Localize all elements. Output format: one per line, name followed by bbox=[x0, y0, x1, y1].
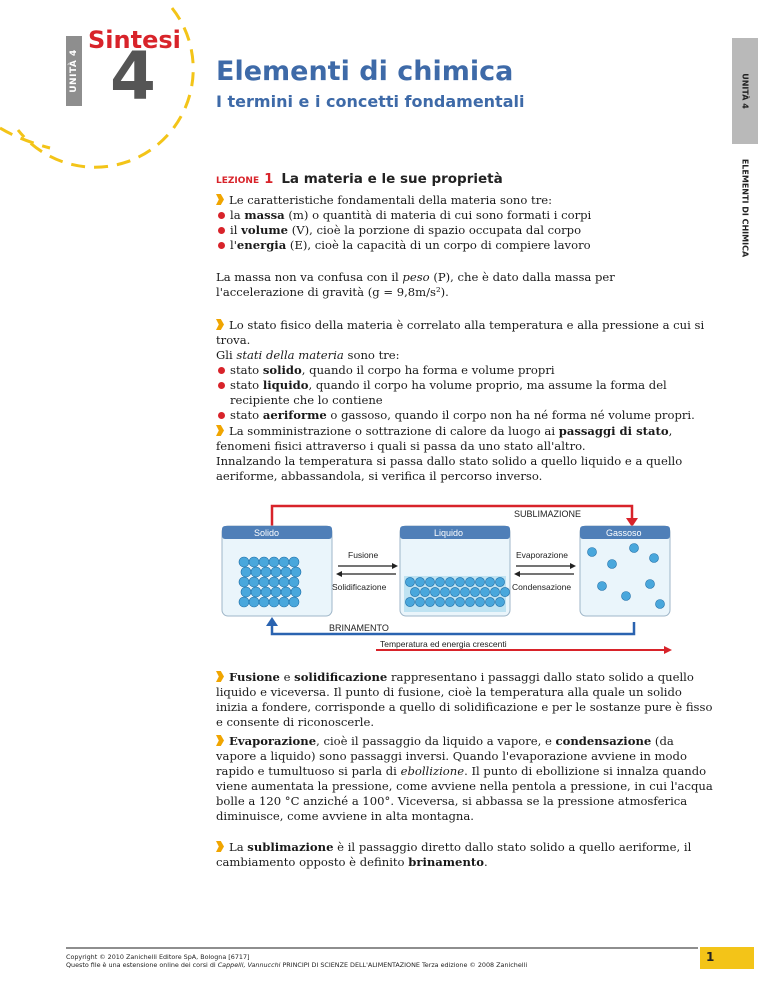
solid-particle bbox=[241, 567, 251, 577]
gas-particle bbox=[588, 548, 597, 557]
list-item: stato liquido, quando il corpo ha volume proprio, ma assume la forma del recipiente che lo contiene bbox=[216, 378, 716, 408]
brinamento-arrow bbox=[272, 622, 634, 634]
paragraph-evaporation: Evaporazione, cioè il passaggio da liquido a vapore, e condensazione (da vapore a liquido) sono passaggi inversi. Quando l'evaporazione avviene in modo rapido e tumultuoso si parla di ebollizione. Il punto di ebollizione si innalza quando viene aumentata la pressione, come avviene nella pentola a pressione, in cui l'acqua bolle a 120 °C anziché a 100°. Viceversa, si abbassa se la pressione atmosferica diminuisce, come avviene in alta montagna. bbox=[216, 734, 713, 823]
temperature-arrowhead bbox=[664, 646, 672, 654]
bullet-icon bbox=[218, 212, 225, 219]
lesson-title: La materia e le sue proprietà bbox=[281, 171, 503, 187]
liquid-particle bbox=[500, 587, 509, 596]
fusione-arrowhead bbox=[392, 563, 398, 569]
brinamento-arrowhead bbox=[266, 617, 278, 626]
solidificazione-arrowhead bbox=[336, 571, 342, 577]
list-item: l'energia (E), cioè la capacità di un corpo di compiere lavoro bbox=[216, 238, 716, 253]
sidebar-chapter-tab bbox=[732, 148, 758, 268]
solid-container bbox=[222, 526, 332, 616]
unit-tab-label: UNITÀ 4 bbox=[69, 49, 79, 93]
solid-particle bbox=[279, 557, 289, 567]
liquid-particle bbox=[460, 587, 469, 596]
liquid-particle bbox=[485, 577, 494, 586]
liquid-particle bbox=[465, 577, 474, 586]
solid-particle bbox=[291, 587, 301, 597]
paragraph-mass-weight: La massa non va confusa con il peso (P), che è dato dalla massa per l'accelerazione di gravità (g = 9,8m/s²). bbox=[216, 270, 615, 299]
liquid-particle bbox=[490, 587, 499, 596]
solid-particle bbox=[281, 587, 291, 597]
gas-particle bbox=[598, 582, 607, 591]
list-item: stato aeriforme o gassoso, quando il corpo non ha né forma né volume propri. bbox=[216, 408, 716, 423]
liquid-particle bbox=[475, 577, 484, 586]
sintesi-label: Sintesi bbox=[88, 26, 181, 54]
arrow-marker-icon bbox=[216, 425, 224, 436]
arrow-marker-icon bbox=[216, 194, 224, 205]
solidificazione-label: Solidificazione bbox=[332, 582, 387, 592]
page-number: 1 bbox=[706, 950, 715, 964]
liquid-particle bbox=[470, 587, 479, 596]
bullet-icon bbox=[218, 367, 225, 374]
solid-particle bbox=[271, 567, 281, 577]
liquid-particle bbox=[485, 597, 494, 606]
lesson-number: 1 bbox=[264, 172, 274, 187]
solid-particle bbox=[289, 577, 299, 587]
solid-particle bbox=[269, 557, 279, 567]
paragraph-characteristics: Le caratteristiche fondamentali della materia sono tre: la massa (m) o quantità di materia di cui sono formati i corpi il volume (V), cioè la porzione di spazio occupata dal corpo l'energia (E), cioè la capacità di un corpo di compiere lavoro bbox=[216, 193, 716, 253]
gas-particle bbox=[656, 600, 665, 609]
liquid-particle bbox=[405, 597, 414, 606]
condensazione-label: Condensazione bbox=[512, 582, 572, 592]
arrow-marker-icon bbox=[216, 319, 224, 330]
list-item: stato solido, quando il corpo ha forma e volume propri bbox=[216, 363, 716, 378]
liquid-particle bbox=[455, 577, 464, 586]
liquid-particle bbox=[410, 587, 419, 596]
solid-particle bbox=[289, 557, 299, 567]
liquid-particle bbox=[425, 597, 434, 606]
solid-particle bbox=[239, 597, 249, 607]
solid-particle bbox=[259, 597, 269, 607]
list-item: la massa (m) o quantità di materia di cui sono formati i corpi bbox=[216, 208, 716, 223]
page-number-box bbox=[700, 947, 754, 969]
temperature-label: Temperatura ed energia crescenti bbox=[380, 639, 507, 649]
liquid-particle bbox=[415, 577, 424, 586]
solid-particle bbox=[279, 577, 289, 587]
liquid-particle bbox=[475, 597, 484, 606]
solid-particle bbox=[249, 557, 259, 567]
liquid-particle bbox=[445, 577, 454, 586]
arrow-marker-icon bbox=[216, 841, 224, 852]
liquid-particle bbox=[415, 597, 424, 606]
liquid-particle bbox=[420, 587, 429, 596]
bullet-icon bbox=[218, 382, 225, 389]
liquid-particle bbox=[425, 577, 434, 586]
solido-label: Solido bbox=[254, 528, 280, 538]
state-changes-diagram bbox=[214, 500, 674, 660]
solid-particle bbox=[241, 587, 251, 597]
sidebar-unit-tab bbox=[732, 38, 758, 144]
solid-particle bbox=[271, 587, 281, 597]
liquid-container bbox=[400, 526, 510, 616]
solid-particle bbox=[249, 597, 259, 607]
solid-particle bbox=[239, 557, 249, 567]
liquid-particle bbox=[465, 597, 474, 606]
gas-particle bbox=[630, 544, 639, 553]
unit-tab bbox=[66, 36, 82, 106]
solid-particle bbox=[279, 597, 289, 607]
solid-particle bbox=[269, 577, 279, 587]
liquido-label: Liquido bbox=[434, 528, 464, 538]
list-item: il volume (V), cioè la porzione di spazio occupata dal corpo bbox=[216, 223, 716, 238]
gas-container bbox=[580, 526, 670, 616]
solid-particle bbox=[281, 567, 291, 577]
solid-particle bbox=[259, 577, 269, 587]
solid-particle bbox=[261, 587, 271, 597]
sidebar-chapter-label: ELEMENTI DI CHIMICA bbox=[740, 158, 750, 258]
lesson-heading bbox=[216, 168, 503, 187]
fusione-label: Fusione bbox=[348, 550, 379, 560]
gas-particle bbox=[608, 560, 617, 569]
solid-particle bbox=[239, 577, 249, 587]
brinamento-label: BRINAMENTO bbox=[329, 623, 389, 633]
evaporazione-arrowhead bbox=[570, 563, 576, 569]
liquid-particle bbox=[480, 587, 489, 596]
page-subtitle: I termini e i concetti fondamentali bbox=[216, 92, 525, 111]
sublimazione-label: SUBLIMAZIONE bbox=[514, 509, 582, 519]
condensazione-arrowhead bbox=[514, 571, 520, 577]
page-title: Elementi di chimica bbox=[216, 56, 514, 87]
evaporazione-label: Evaporazione bbox=[516, 550, 568, 560]
liquid-particle bbox=[495, 577, 504, 586]
chapter-number: 4 bbox=[110, 38, 156, 115]
liquid-particle bbox=[440, 587, 449, 596]
gas-particle bbox=[650, 554, 659, 563]
lesson-tag: LEZIONE bbox=[216, 176, 260, 186]
solid-particle bbox=[249, 577, 259, 587]
solid-particle bbox=[291, 567, 301, 577]
liquid-particle bbox=[435, 577, 444, 586]
liquid-particle bbox=[435, 597, 444, 606]
solid-particle bbox=[261, 567, 271, 577]
solid-particle bbox=[251, 587, 261, 597]
solid-particle bbox=[251, 567, 261, 577]
liquid-particle bbox=[495, 597, 504, 606]
liquid-particle bbox=[450, 587, 459, 596]
arrow-marker-icon bbox=[216, 671, 224, 682]
gassoso-label: Gassoso bbox=[606, 528, 642, 538]
bullet-icon bbox=[218, 242, 225, 249]
liquid-particle bbox=[445, 597, 454, 606]
liquid-particle bbox=[430, 587, 439, 596]
bullet-icon bbox=[218, 412, 225, 419]
bullet-icon bbox=[218, 227, 225, 234]
solid-particle bbox=[259, 557, 269, 567]
solid-particle bbox=[289, 597, 299, 607]
paragraph-states: Lo stato fisico della materia è correlato alla temperatura e alla pressione a cui si trova. Gli stati della materia sono tre: stato solido, quando il corpo ha forma e volume propri stato liquido, quando il corpo ha volume proprio, ma assume la forma del recipiente che lo contiene stato aeriforme o gassoso, quando il corpo non ha né forma né volume propri. bbox=[216, 318, 716, 423]
gas-particle bbox=[646, 580, 655, 589]
liquid-particle bbox=[455, 597, 464, 606]
gas-particle bbox=[622, 592, 631, 601]
sidebar-unit-label: UNITÀ 4 bbox=[740, 73, 750, 109]
copyright-notice: Copyright © 2010 Zanichelli Editore SpA, Bologna [6717] Questo file è una estensione online dei corsi di Cappelli, Vannucchi PRINCIPI DI SCIENZE DELL'ALIMENTAZIONE Terza edizione © 2008 Zanichelli bbox=[66, 953, 528, 969]
paragraph-sublimation: La sublimazione è il passaggio diretto dallo stato solido a quello aeriforme, il cambiamento opposto è definito brinamento. bbox=[216, 840, 692, 869]
solid-particle bbox=[269, 597, 279, 607]
paragraph-state-changes: La somministrazione o sottrazione di calore da luogo ai passaggi di stato, fenomeni fisici attraverso i quali si passa da uno stato all'altro. Innalzando la temperatura si passa dallo stato solido a quello liquido e a quello aeriforme, abbassandola, si verifica il percorso inverso. bbox=[216, 424, 683, 483]
liquid-particle bbox=[405, 577, 414, 586]
footer-divider bbox=[66, 947, 698, 949]
paragraph-fusion: Fusione e solidificazione rappresentano i passaggi dallo stato solido a quello liquido e viceversa. Il punto di fusione, cioè la temperatura alla quale un solido inizia a fondere, corrisponde a quello di solidificazione e per le sostanze pure è fisso e consente di riconoscerle. bbox=[216, 670, 713, 729]
arrow-marker-icon bbox=[216, 735, 224, 746]
